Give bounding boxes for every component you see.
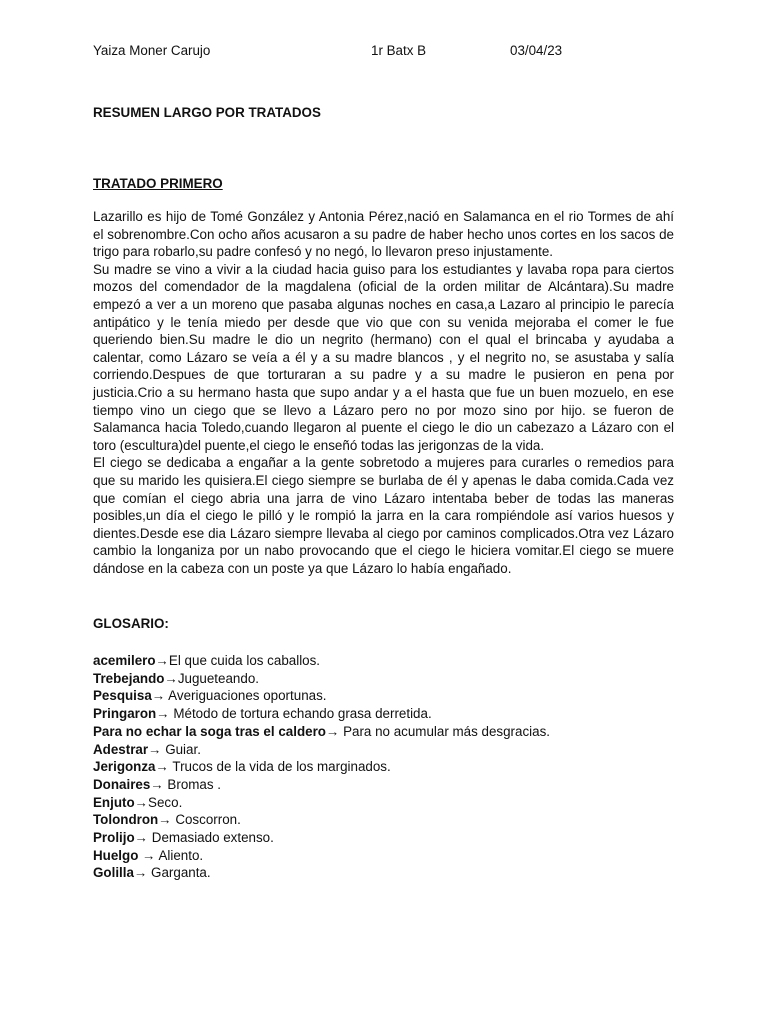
paragraph: Lazarillo es hijo de Tomé González y Antonia Pérez,nació en Salamanca en el rio Tormes de ahí el sobrenombre.Con ocho años acusaron a su padre de haber hecho unos cortes en los sacos de trigo para robarlo,su padre confesó y no negó, lo llevaron preso injustamente.: [93, 209, 674, 260]
glossary-definition: → Bromas .: [150, 776, 221, 792]
glossary-entry: [93, 811, 674, 829]
glossary-term: Jerigonza: [93, 759, 156, 775]
glossary-definition: → Garganta.: [133, 865, 211, 881]
class-label: 1r Batx B: [371, 43, 427, 58]
glossary-term: Trebejando: [93, 670, 165, 686]
glossary-term: Huelgo: [93, 847, 139, 863]
document-date: 03/04/23: [510, 43, 563, 58]
section-heading: TRATADO PRIMERO: [93, 176, 223, 191]
glossary-term: Adestrar: [93, 741, 149, 757]
glossary-term: Enjuto: [93, 794, 135, 810]
glossary-definition: →Jugueteando.: [164, 670, 259, 686]
paragraph: El ciego se dedicaba a engañar a la gente sobretodo a mujeres para curarles o remedios para que su marido les quisiera.El ciego siempre se burlaba de él y apenas le daba comida.Cada vez que comían el ciego abria una jarra de vino Lázaro intentaba beber de todas las maneras posibles,un día el ciego le pilló y le rompió la jarra en la cara rompiéndole así varios huesos y dientes.Desde ese dia Lázaro siempre llevaba al ciego por caminos complicados.Otra vez Lázaro cambio la longaniza por un nabo provocando que el ciego le hiciera vomitar.El ciego se muere dándose en la cabeza con un poste ya que Lázaro lo había engañado.: [93, 455, 674, 576]
glossary-definition: →Seco.: [134, 794, 183, 810]
glossary-entry: [93, 864, 674, 882]
glossary-entry: [93, 776, 674, 794]
glossary-definition: → Guiar.: [148, 741, 201, 757]
glossary-heading: GLOSARIO:: [93, 616, 169, 631]
paragraph: Su madre se vino a vivir a la ciudad hacia guiso para los estudiantes y lavaba ropa para ciertos mozos del comendador de la magdalena (oficial de la orden militar de Alcántara).Su madre empezó a ver a un moreno que pasaba algunas noches en casa,a Lazaro al principio le parecía antipático y le tenía miedo per desde que vio que con su venida mejoraba el comer le fue queriendo bien.Su madre le dio un negrito (hermano) con el qual el brincaba y ayudaba a calentar, como Lázaro se veía a él y a su madre blancos , y el negrito no, se asustaba y salía corriendo.Despues de que torturaran a su padre y a su madre le pusieron en pena por justicia.Crio a su hermano hasta que supo andar y a el hasta que fue un buen mozuelo, en ese tiempo vino un ciego que se llevo a Lázaro pero no por mozo sino por hijo. se fueron de Salamanca hacia Toledo,cuando llegaron al puente el ciego le dio un cabezazo a Lázaro con el toro (escultura)del puente,el ciego le enseñó todas las jerigonzas de la vida.: [93, 261, 674, 453]
glossary-definition: → Averiguaciones oportunas.: [151, 688, 327, 704]
document-header: [93, 43, 673, 63]
glossary-term: acemilero: [93, 653, 156, 668]
document-title: RESUMEN LARGO POR TRATADOS: [93, 105, 321, 120]
glossary-entry: [93, 687, 674, 705]
glossary-entry: [93, 723, 674, 741]
glossary-definition: → Demasiado extenso.: [134, 830, 274, 846]
glossary-definition: →El que cuida los caballos.: [155, 653, 321, 668]
glossary-definition: → Método de tortura echando grasa derretida.: [156, 706, 432, 722]
glossary-entry: [93, 741, 674, 759]
glossary-definition: → Coscorron.: [158, 812, 241, 828]
glossary-entry: [93, 794, 674, 812]
glossary-definition: → Para no acumular más desgracias.: [325, 723, 550, 739]
glossary-term: Pesquisa: [93, 688, 152, 704]
glossary-definition: → Trucos de la vida de los marginados.: [155, 759, 391, 775]
glossary-entry: [93, 829, 674, 847]
glossary-definition: → Aliento.: [138, 847, 204, 863]
glossary-term: Donaires: [93, 776, 151, 792]
glossary-entry: [93, 758, 674, 776]
glossary-entry: [93, 670, 674, 688]
glossary-term: Tolondron: [93, 812, 159, 828]
glossary-term: Prolijo: [93, 830, 135, 846]
summary-body: [93, 208, 674, 577]
glossary-entry: [93, 847, 674, 865]
glossary-term: Para no echar la soga tras el caldero: [93, 723, 326, 739]
glossary-term: Pringaron: [93, 706, 157, 722]
author-name: Yaiza Moner Carujo: [93, 43, 211, 58]
glossary-entry: [93, 652, 674, 670]
glossary-list: [93, 652, 674, 882]
glossary-entry: [93, 705, 674, 723]
glossary-term: Golilla: [93, 865, 134, 881]
